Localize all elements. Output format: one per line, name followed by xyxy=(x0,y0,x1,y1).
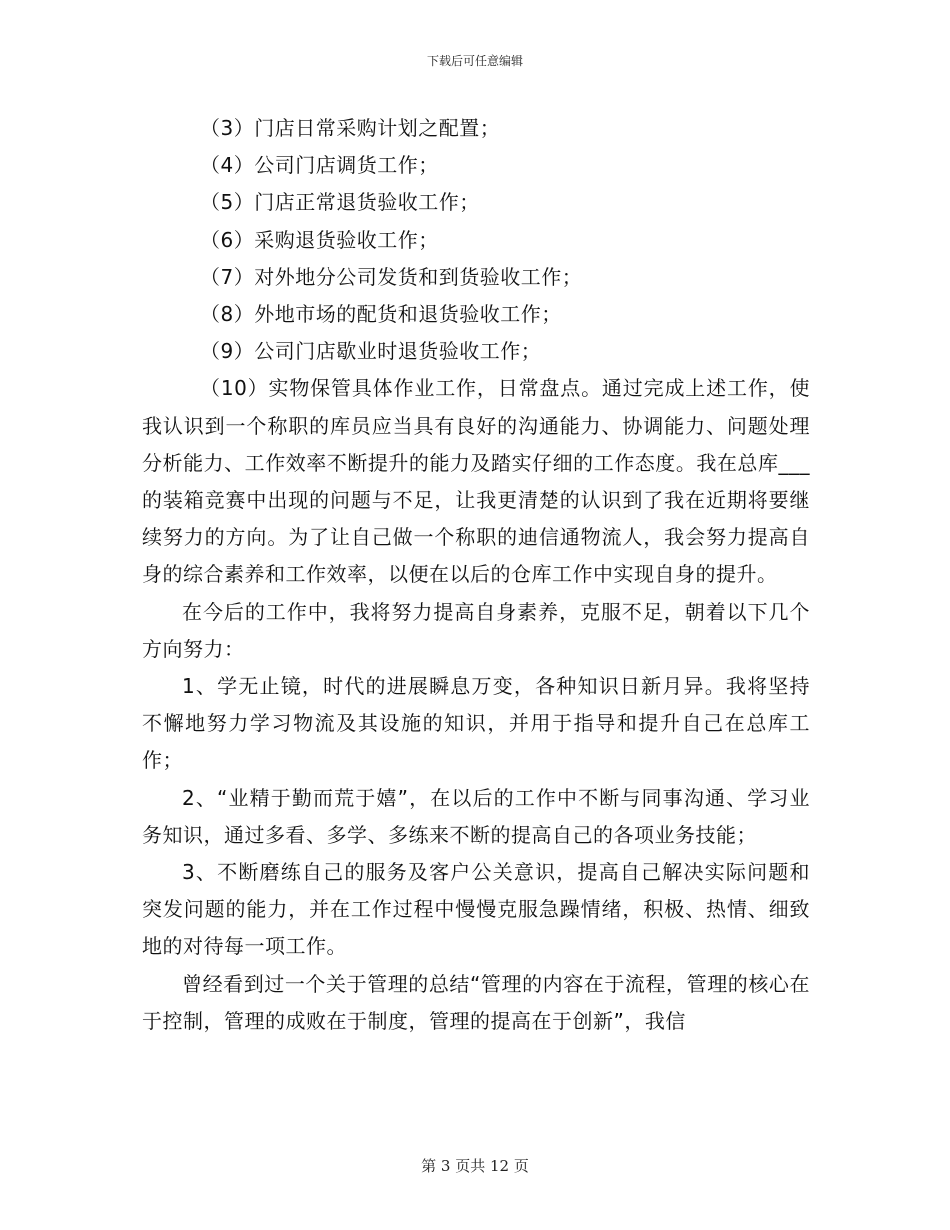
page-footer: 第 3 页共 12 页 xyxy=(421,1157,529,1175)
paragraph: （10）实物保管具体作业工作，日常盘点。通过完成上述工作，使我认识到一个称职的库员应当具有良好的沟通能力、协调能力、问题处理分析能力、工作效率不断提升的能力及踏实仔细的工作态度。我在总库___的装箱竞赛中出现的问题与不足，让我更清楚的认识到了我在近期将要继续努力的方向。为了让自己做一个称职的迪信通物流人，我会努力提高自身的综合素养和工作效率，以便在以后的仓库工作中实现自身的提升。 xyxy=(142,376,810,587)
page-header: 下载后可任意编辑 xyxy=(426,54,523,68)
paragraph: 1、学无止镜，时代的进展瞬息万变，各种知识日新月异。我将坚持不懈地努力学习物流及其设施的知识，并用于指导和提升自己在总库工作； xyxy=(142,674,810,773)
list-item: （6）采购退货验收工作； xyxy=(200,227,439,252)
list-item: （4）公司门店调货工作； xyxy=(200,153,439,178)
paragraph: 在今后的工作中，我将努力提高自身素养，克服不足，朝着以下几个方向努力： xyxy=(142,599,810,661)
list-item: （8）外地市场的配货和退货验收工作； xyxy=(200,302,562,327)
document-body xyxy=(142,110,810,1040)
paragraph: 2、“业精于勤而荒于嬉”，在以后的工作中不断与同事沟通、学习业务知识，通过多看、多学、多练来不断的提高自己的各项业务技能； xyxy=(142,785,810,847)
paragraph: 3、不断磨练自己的服务及客户公关意识，提高自己解决实际问题和突发问题的能力，并在工作过程中慢慢克服急躁情绪，积极、热情、细致地的对待每一项工作。 xyxy=(142,860,810,959)
list-item: （5）门店正常退货验收工作； xyxy=(200,190,480,215)
paragraph: 曾经看到过一个关于管理的总结“管理的内容在于流程，管理的核心在于控制，管理的成败在于制度，管理的提高在于创新”，我信 xyxy=(142,971,810,1033)
list-item: （3）门店日常采购计划之配置； xyxy=(200,116,501,140)
list-item: （9）公司门店歇业时退货验收工作； xyxy=(200,339,542,364)
list-item: （7）对外地分公司发货和到货验收工作； xyxy=(200,264,583,289)
